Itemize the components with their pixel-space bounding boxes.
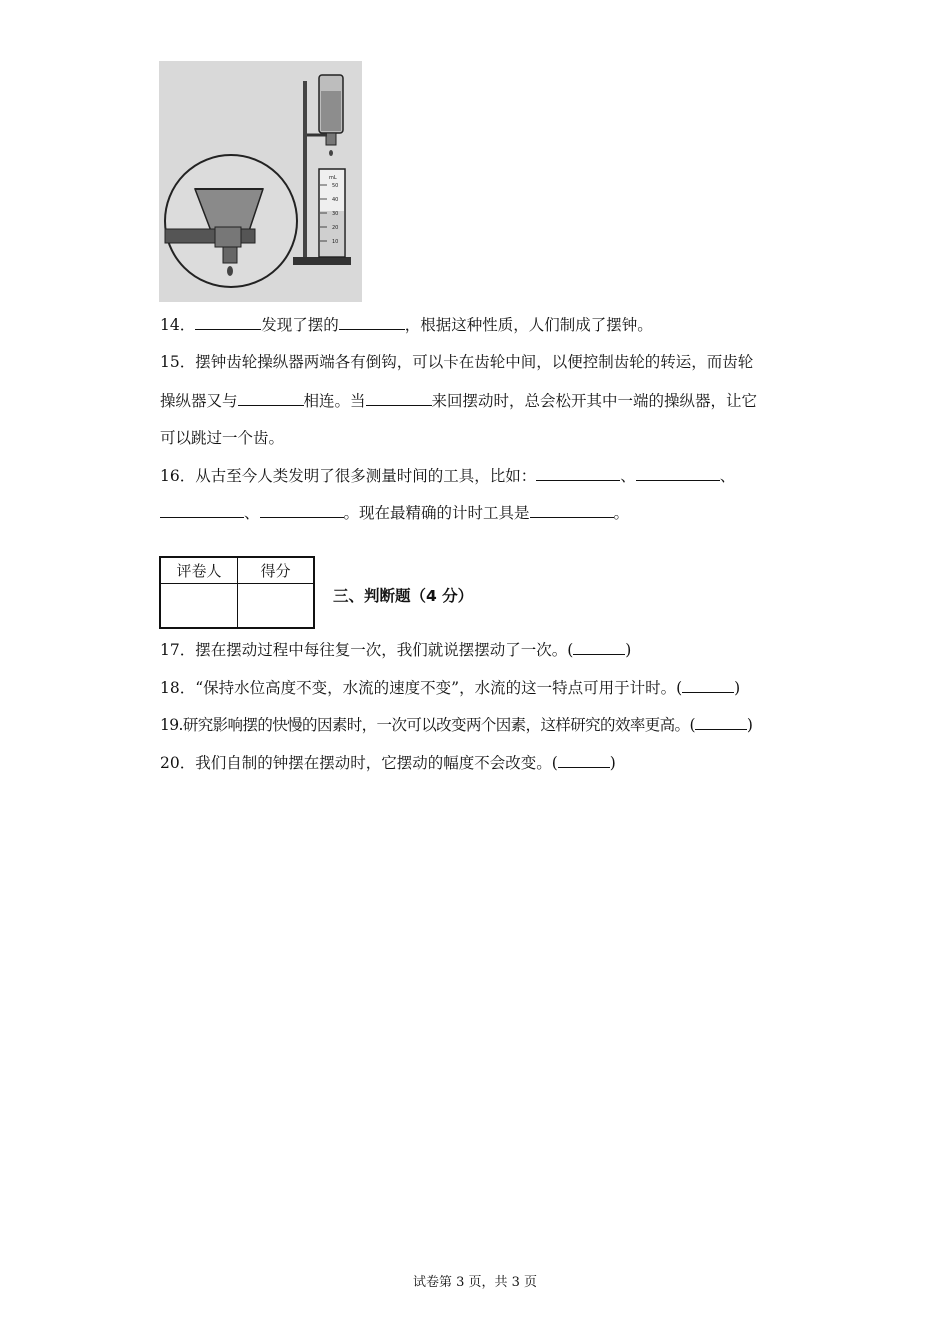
apparatus-figure — [159, 61, 362, 302]
question-15-line-2 — [160, 390, 757, 411]
answer-blank[interactable] — [366, 390, 432, 406]
reviewer-cell[interactable] — [161, 584, 238, 627]
answer-blank[interactable] — [160, 502, 244, 518]
question-15-line-3 — [160, 428, 284, 448]
question-19 — [160, 714, 752, 735]
answer-blank[interactable] — [636, 465, 720, 481]
separator: 、 — [719, 467, 736, 485]
question-text: 操纵器又与 — [160, 392, 238, 410]
answer-blank[interactable] — [695, 714, 747, 730]
question-text: 从古至今人类发明了很多测量时间的工具，比如： — [195, 467, 537, 485]
question-text: 18．“保持水位高度不变，水流的速度不变”，水流的这一特点可用于计时。( — [160, 679, 683, 697]
answer-blank[interactable] — [260, 502, 344, 518]
cylinder-tick-label: 10 — [332, 239, 339, 245]
question-text: 摆钟齿轮操纵器两端各有倒钩，可以卡在齿轮中间，以便控制齿轮的转运，而齿轮 — [195, 353, 754, 371]
cylinder-tick-label: 40 — [332, 197, 339, 203]
question-text: ) — [609, 754, 616, 772]
question-text: 相连。当 — [303, 392, 366, 410]
question-text: 可以跳过一个齿。 — [160, 429, 285, 447]
question-text: 。现在最精确的计时工具是 — [343, 504, 530, 522]
cylinder-tick-label: 20 — [332, 225, 339, 231]
question-text: 。 — [613, 504, 630, 522]
question-text: ) — [734, 679, 741, 697]
answer-blank[interactable] — [238, 390, 304, 406]
section-title: 三、判断题（4 分） — [333, 587, 474, 605]
question-18 — [160, 677, 740, 698]
question-number: 14． — [160, 316, 196, 334]
cylinder-tick-label: 50 — [332, 183, 339, 189]
answer-blank[interactable] — [339, 314, 405, 330]
answer-blank[interactable] — [195, 314, 261, 330]
cylinder-tick-label: 30 — [332, 211, 339, 217]
question-text: 19.研究影响摆的快慢的因素时，一次可以改变两个因素，这样研究的效率更高。( — [160, 716, 695, 734]
separator: 、 — [244, 504, 260, 522]
question-20 — [160, 752, 616, 773]
question-text: 发现了摆的 — [261, 316, 339, 334]
cylinder-unit-label: mL — [329, 175, 337, 181]
separator: 、 — [620, 467, 636, 485]
question-text: ，根据这种性质，人们制成了摆钟。 — [404, 316, 653, 334]
score-header: 得分 — [238, 558, 313, 584]
page-footer: 试卷第 3 页，共 3 页 — [412, 1275, 538, 1290]
question-text: ) — [746, 716, 753, 734]
question-17 — [160, 639, 631, 660]
answer-blank[interactable] — [558, 752, 610, 768]
reviewer-header: 评卷人 — [161, 558, 238, 584]
question-15-line-1 — [160, 352, 753, 372]
answer-blank[interactable] — [682, 677, 734, 693]
question-text: 来回摆动时，总会松开其中一端的操纵器，让它 — [431, 392, 758, 410]
question-text: 20．我们自制的钟摆在摆动时，它摆动的幅度不会改变。( — [160, 754, 558, 772]
question-16-line-2 — [160, 502, 629, 523]
question-16-line-1 — [160, 465, 735, 486]
answer-blank[interactable] — [530, 502, 614, 518]
question-number: 16． — [160, 467, 196, 485]
answer-blank[interactable] — [536, 465, 620, 481]
score-cell[interactable] — [238, 584, 313, 627]
question-14 — [160, 314, 653, 335]
score-table — [159, 556, 315, 629]
answer-blank[interactable] — [573, 639, 625, 655]
question-number: 15． — [160, 353, 196, 371]
question-text: ) — [625, 641, 632, 659]
question-text: 17．摆在摆动过程中每往复一次，我们就说摆摆动了一次。( — [160, 641, 574, 659]
